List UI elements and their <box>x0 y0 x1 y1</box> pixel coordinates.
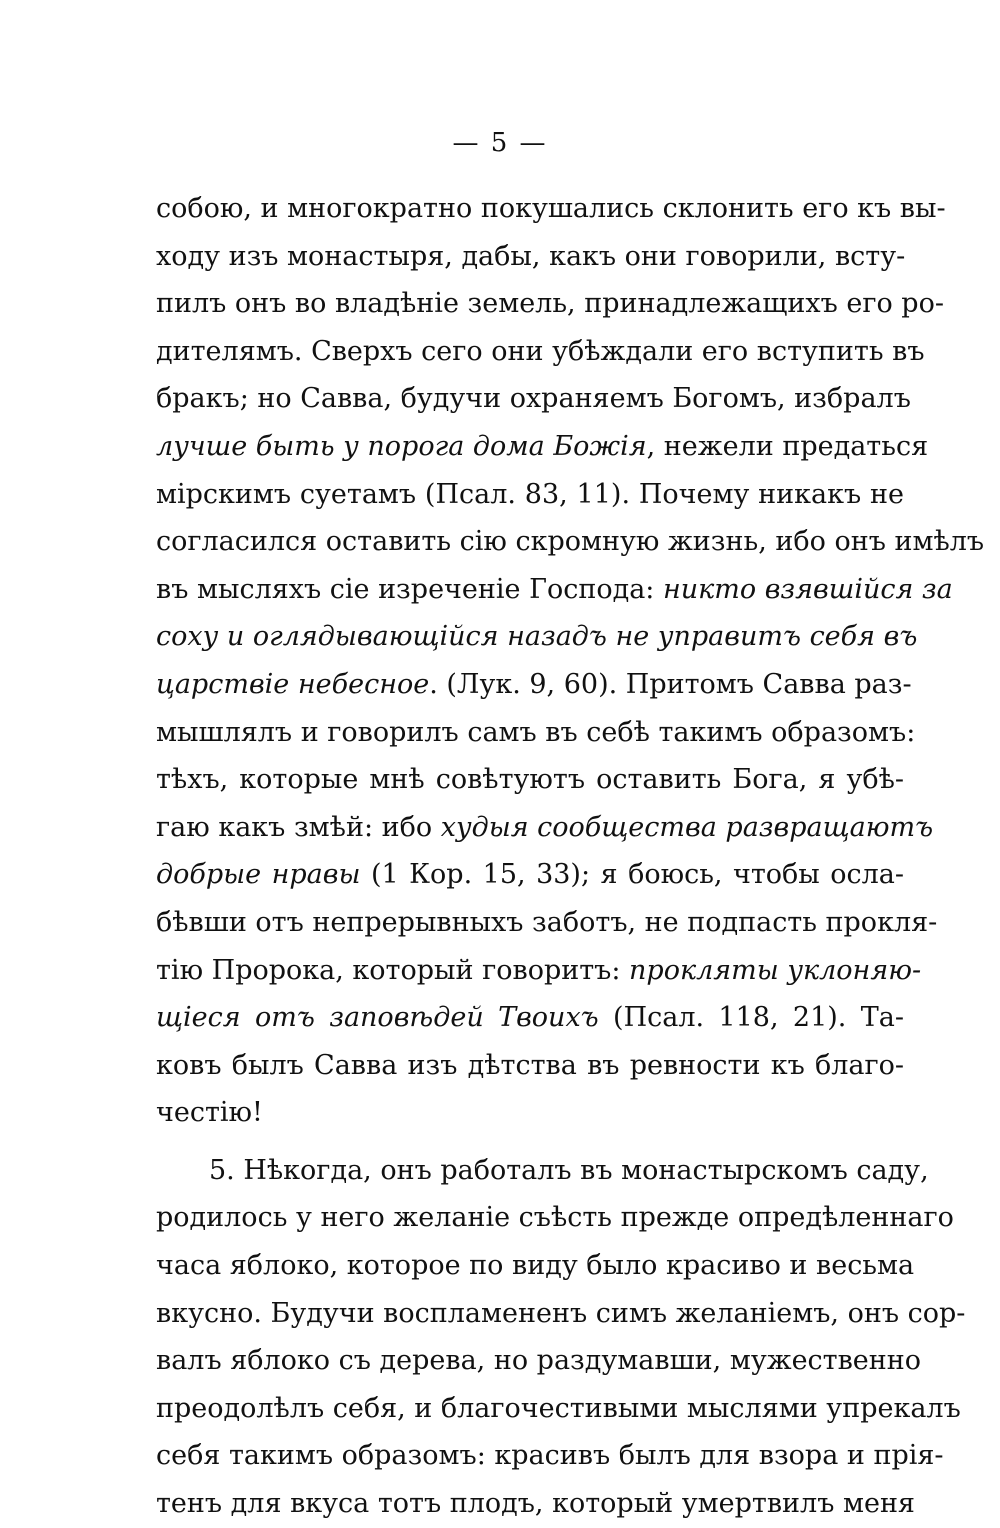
text-line <box>156 1042 904 1090</box>
text-segment: вкусно. Будучи воспламененъ симъ желаніемъ, онъ сор- <box>156 1297 966 1329</box>
text-segment: пилъ онъ во владѣніе земель, принадлежащихъ его ро- <box>156 288 944 320</box>
text-segment: мірскимъ суетамъ (Псал. 83, 11). Почему никакъ не <box>156 478 904 510</box>
text-segment: валъ яблоко съ дерева, но раздумавши, мужественно <box>156 1345 922 1377</box>
text-line <box>156 947 922 995</box>
text-segment: бѣвши отъ непрерывныхъ заботъ, не подпасть прокля- <box>156 906 938 938</box>
italic-text-segment: соху и оглядывающійся назадъ не управитъ себя въ <box>156 621 918 653</box>
text-line <box>156 471 904 519</box>
text-line <box>156 1385 961 1433</box>
text-segment: себя такимъ образомъ: красивъ былъ для взора и прія- <box>156 1440 944 1472</box>
text-segment: мышлялъ и говорилъ самъ въ себѣ такимъ образомъ: <box>156 716 916 748</box>
italic-text-segment: царствіе небесное <box>156 668 430 700</box>
text-line <box>156 566 953 614</box>
text-segment: гаю какъ змѣй: ибо <box>156 811 441 843</box>
text-line <box>156 375 911 423</box>
text-line <box>156 1290 966 1338</box>
text-line <box>156 1147 929 1195</box>
text-segment: часа яблоко, которое по виду было красиво и весьма <box>156 1250 915 1282</box>
text-segment: (Псал. 118, 21). Та- <box>598 1002 904 1034</box>
text-line <box>156 1242 915 1290</box>
text-segment: тію Пророка, который говоритъ: <box>156 954 630 986</box>
text-segment: . (Лук. 9, 60). Притомъ Савва раз- <box>429 668 912 700</box>
text-segment: 5. Нѣкогда, онъ работалъ въ монастырскомъ саду, <box>209 1154 929 1186</box>
text-segment: тѣхъ, которые мнѣ совѣтуютъ оставить Бога, я убѣ- <box>156 764 904 796</box>
text-line <box>156 994 904 1042</box>
text-segment: честію! <box>156 1097 263 1129</box>
text-line <box>156 280 944 328</box>
italic-text-segment: лучше быть у порога дома Божія <box>156 430 647 462</box>
text-segment: (1 Кор. 15, 33); я боюсь, чтобы осла- <box>360 859 904 891</box>
text-line <box>156 613 918 661</box>
text-line <box>156 1089 904 1137</box>
text-line <box>156 1194 954 1242</box>
text-line <box>156 233 904 281</box>
text-line <box>156 709 916 757</box>
italic-text-segment: щіеся отъ заповѣдей Твоихъ <box>156 1002 599 1034</box>
text-line <box>156 1432 944 1480</box>
italic-text-segment: прокляты уклоняю- <box>629 954 922 986</box>
text-segment: ковъ былъ Савва изъ дѣтства въ ревности къ благо- <box>156 1049 904 1081</box>
text-segment: , нежели предаться <box>646 430 929 462</box>
text-segment: родилось у него желаніе съѣсть прежде опредѣленнаго <box>156 1202 954 1234</box>
page-number: — 5 — <box>452 128 548 158</box>
italic-text-segment: худыя сообщества развращаютъ <box>440 811 934 843</box>
text-line <box>156 756 904 804</box>
text-line <box>156 328 925 376</box>
text-line <box>156 423 929 471</box>
text-segment: въ мысляхъ сіе изреченіе Господа: <box>156 573 663 605</box>
text-segment: дителямъ. Сверхъ сего они убѣждали его вступить въ <box>156 335 925 367</box>
text-line <box>156 518 985 566</box>
italic-text-segment: никто взявшійся за <box>662 573 953 605</box>
text-segment: собою, и многократно покушались склонить его къ вы- <box>156 193 946 224</box>
paragraph-gap <box>156 1137 904 1147</box>
text-line <box>156 661 912 709</box>
text-line <box>156 851 904 899</box>
text-line <box>156 804 934 852</box>
text-line <box>156 185 946 233</box>
text-line <box>156 1337 922 1385</box>
text-segment: согласился оставить сію скромную жизнь, ибо онъ имѣлъ <box>156 526 985 558</box>
paragraph <box>156 1147 966 1528</box>
text-segment: бракъ; но Савва, будучи охраняемъ Богомъ, избралъ <box>156 383 911 415</box>
italic-text-segment: добрые нравы <box>156 859 361 891</box>
text-segment: преодолѣлъ себя, и благочестивыми мыслями упрекалъ <box>156 1392 961 1424</box>
paragraph <box>156 185 985 1137</box>
text-segment: тенъ для вкуса тотъ плодъ, который умертвилъ меня <box>156 1488 915 1520</box>
text-line <box>156 1480 915 1528</box>
text-block <box>156 185 985 1528</box>
text-segment: ходу изъ монастыря, дабы, какъ они говорили, всту- <box>156 240 906 272</box>
text-line <box>156 899 938 947</box>
